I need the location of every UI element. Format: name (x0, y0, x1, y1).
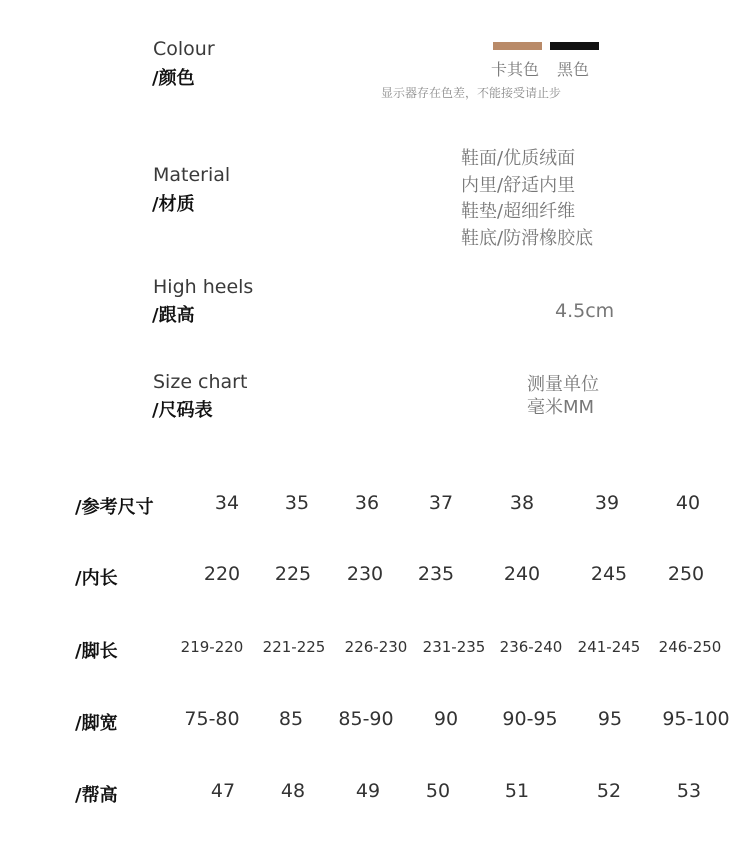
size-table-cell: 35 (284, 492, 310, 514)
black-swatch-label: 黑色 (557, 60, 590, 79)
size-chart-label-cn: /尺码表 (152, 400, 213, 421)
size-table-cell: 49 (355, 780, 381, 802)
size-table-cell: 226-230 (344, 638, 408, 656)
size-table-cell: 48 (280, 780, 306, 802)
size-table-cell: 85-90 (338, 708, 394, 730)
colour-label-cn: /颜色 (152, 68, 195, 89)
size-chart-label-en: Size chart (153, 371, 248, 393)
size-table-cell: 231-235 (422, 638, 486, 656)
size-table-cell: 225 (274, 563, 312, 585)
size-table-cell: 236-240 (499, 638, 563, 656)
size-table-row-label: /脚长 (75, 641, 118, 662)
size-table-cell: 90-95 (502, 708, 558, 730)
size-table-cell: 250 (667, 563, 705, 585)
material-lining: 内里/舒适内里 (461, 175, 576, 196)
measurement-unit-line1: 测量单位 (527, 374, 599, 395)
material-outsole: 鞋底/防滑橡胶底 (461, 228, 594, 249)
size-table-row-label: /帮高 (75, 785, 118, 806)
size-table-cell: 40 (675, 492, 701, 514)
khaki-swatch (493, 42, 542, 50)
colour-difference-note: 显示器存在色差，不能接受请止步 (381, 86, 562, 100)
size-table-cell: 53 (676, 780, 702, 802)
material-label-en: Material (153, 164, 231, 186)
size-table-cell: 235 (417, 563, 455, 585)
size-table-cell: 241-245 (577, 638, 641, 656)
size-table-cell: 90 (433, 708, 459, 730)
size-table-cell: 50 (425, 780, 451, 802)
size-table-cell: 246-250 (658, 638, 722, 656)
measurement-unit-line2: 毫米MM (527, 397, 595, 418)
heel-height-value: 4.5cm (555, 300, 615, 322)
size-table-cell: 37 (428, 492, 454, 514)
size-table-row-label: /内长 (75, 568, 118, 589)
heels-label-cn: /跟高 (152, 305, 195, 326)
size-table-row-label: /参考尺寸 (75, 497, 154, 518)
colour-label-en: Colour (153, 38, 215, 60)
size-table-cell: 52 (596, 780, 622, 802)
size-table-cell: 51 (504, 780, 530, 802)
material-upper: 鞋面/优质绒面 (461, 148, 576, 169)
heels-label-en: High heels (153, 276, 254, 298)
material-label-cn: /材质 (152, 194, 195, 215)
size-table-row-label: /脚宽 (75, 713, 118, 734)
size-table-cell: 38 (509, 492, 535, 514)
size-table-cell: 221-225 (262, 638, 326, 656)
material-insole: 鞋垫/超细纤维 (461, 201, 576, 222)
size-table-cell: 220 (203, 563, 241, 585)
size-table-cell: 39 (594, 492, 620, 514)
size-table-cell: 85 (278, 708, 304, 730)
size-table-cell: 75-80 (184, 708, 240, 730)
size-table-cell: 95-100 (662, 708, 730, 730)
size-table-cell: 36 (354, 492, 380, 514)
khaki-swatch-label: 卡其色 (491, 60, 540, 79)
size-table-cell: 245 (590, 563, 628, 585)
size-table-cell: 230 (346, 563, 384, 585)
size-table-cell: 47 (210, 780, 236, 802)
size-table-cell: 34 (214, 492, 240, 514)
size-table-cell: 219-220 (180, 638, 244, 656)
size-table-cell: 95 (597, 708, 623, 730)
black-swatch (550, 42, 599, 50)
size-table-cell: 240 (503, 563, 541, 585)
